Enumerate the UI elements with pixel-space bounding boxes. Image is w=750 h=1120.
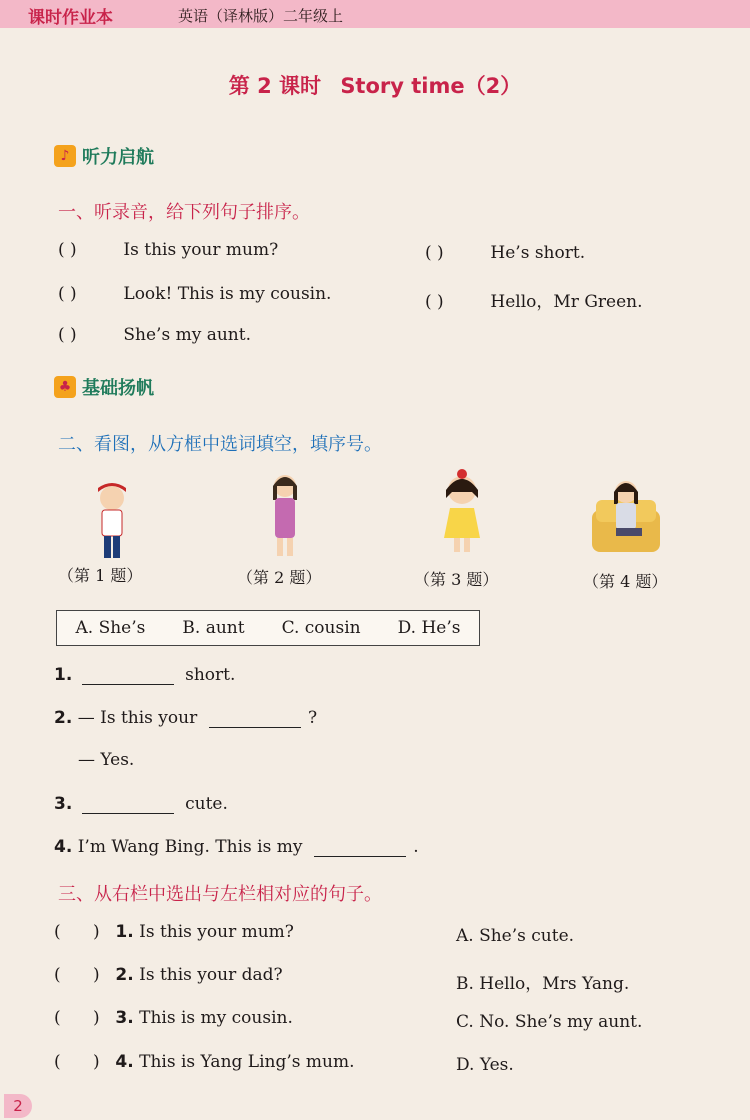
word-option: C. cousin (281, 618, 361, 638)
part1-item-1 (58, 240, 278, 260)
sentence: Look! This is my cousin. (123, 284, 332, 304)
part3-right-b: B. Hello，Mrs Yang. (456, 974, 630, 994)
answer-blank[interactable] (209, 709, 301, 728)
sentence: This is my cousin. (139, 1008, 293, 1028)
answer-paren[interactable]: ( ) (54, 1008, 100, 1028)
section-label: 听力启航 (82, 147, 154, 168)
question-number: 3. (115, 1008, 134, 1028)
question-number: 3. (54, 794, 73, 814)
part1-item-2 (58, 284, 331, 304)
answer-paren[interactable]: ( ) (54, 922, 100, 942)
subject-title: 英语（译林版）二年级上 (178, 7, 344, 25)
part3-left-4 (54, 1052, 354, 1072)
answer-blank[interactable] (82, 795, 174, 814)
part1-instruction: 一、听录音，给下列句子排序。 (58, 202, 310, 223)
answer-blank[interactable] (82, 666, 174, 685)
section-label: 基础扬帆 (82, 378, 154, 399)
word-option: B. aunt (182, 618, 245, 638)
answer-paren[interactable]: ( ) (58, 325, 77, 345)
question-number: 2. (54, 708, 73, 728)
sentence: Hello，Mr Green. (490, 292, 643, 312)
caption-3: （第 3 题） (414, 570, 499, 589)
part2-q3 (54, 794, 228, 814)
word-box (56, 610, 480, 646)
answer-paren[interactable]: ( ) (58, 284, 77, 304)
question-number: 4. (54, 837, 73, 857)
mother-on-sofa-figure (590, 470, 662, 560)
page-number: 2 (4, 1094, 32, 1118)
part1-item-3 (58, 325, 251, 345)
answer-paren[interactable]: ( ) (58, 240, 77, 260)
answer-paren[interactable]: ( ) (54, 1052, 100, 1072)
part3-left-2 (54, 965, 283, 985)
question-end: ? (308, 708, 318, 728)
question-text: I’m Wang Bing. This is my (77, 837, 303, 857)
question-number: 1. (115, 922, 134, 942)
sentence: This is Yang Ling’s mum. (139, 1052, 355, 1072)
part1-item-4 (425, 243, 585, 263)
lesson-number: 第 2 课时 (228, 74, 321, 98)
part1-item-5 (425, 287, 643, 312)
question-number: 2. (115, 965, 134, 985)
question-number: 4. (115, 1052, 134, 1072)
part2-q1 (54, 665, 235, 685)
part3-right-a: A. She’s cute. (456, 926, 575, 946)
lesson-name: Story time（2） (340, 74, 522, 98)
answer-paren[interactable]: ( ) (425, 292, 444, 312)
series-title: 课时作业本 (28, 8, 113, 28)
question-end: . (413, 837, 419, 857)
sentence: Is this your mum? (123, 240, 279, 260)
answer-blank[interactable] (314, 838, 406, 857)
lesson-title (0, 70, 750, 100)
aunt-figure (255, 470, 315, 560)
caption-4: （第 4 题） (583, 572, 668, 591)
question-number: 1. (54, 665, 73, 685)
part2-q4 (54, 837, 419, 857)
sentence: He’s short. (490, 243, 586, 263)
sentence: Is this your dad? (139, 965, 283, 985)
sentence: She’s my aunt. (123, 325, 251, 345)
question-text: cute. (185, 794, 228, 814)
section-listening (54, 143, 154, 169)
word-option: D. He’s (397, 618, 461, 638)
answer-paren[interactable]: ( ) (425, 243, 444, 263)
boat-icon: ♣ (54, 376, 76, 398)
header-bar (0, 0, 750, 28)
part3-right-d: D. Yes. (456, 1055, 514, 1075)
word-option: A. She’s (75, 618, 146, 638)
caption-1: （第 1 题） (58, 566, 143, 585)
question-text: short. (185, 665, 236, 685)
part2-q2-reply: — Yes. (78, 750, 135, 770)
sentence: Is this your mum? (139, 922, 294, 942)
section-basics (54, 374, 154, 400)
question-text: — Is this your (77, 708, 198, 728)
girl-figure (432, 468, 492, 558)
part2-instruction: 二、看图，从方框中选词填空，填序号。 (58, 434, 382, 455)
part3-instruction: 三、从右栏中选出与左栏相对应的句子。 (58, 884, 382, 905)
music-note-icon: ♪ (54, 145, 76, 167)
part3-left-3 (54, 1008, 293, 1028)
boy-figure (82, 478, 142, 568)
caption-2: （第 2 题） (237, 568, 322, 587)
answer-paren[interactable]: ( ) (54, 965, 100, 985)
part3-right-c: C. No. She’s my aunt. (456, 1012, 643, 1032)
part3-left-1 (54, 922, 294, 942)
part2-q2 (54, 708, 317, 728)
